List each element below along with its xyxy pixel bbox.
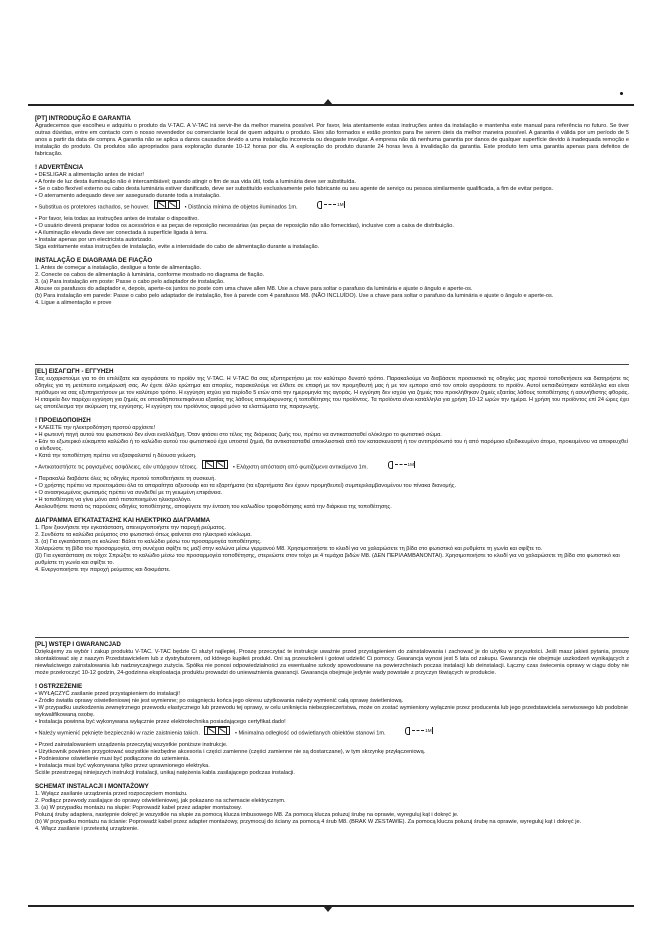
cracked-shield-symbol-icon (154, 200, 180, 209)
install-title: SCHEMAT INSTALACJI I MONTAŻOWY (35, 783, 149, 791)
distance-text: • Distância mínima de objetos iluminados 1m. (184, 204, 298, 211)
warning-item: • Η τοποθέτηση να γίνει μόνο από πιστοποιημένο ηλεκτρολόγο. (35, 497, 192, 503)
section-divider (35, 364, 629, 365)
warning-item: • WYŁĄCZYĆ zasilanie przed przystąpieniem do instalacji! (35, 690, 180, 697)
warning-item: • Źródło światła oprawy oświetleniowej nie jest wymienne; po osiągnięciu końca jego okresu użytkowania należy wymienić całą oprawę świetleniową. (35, 697, 404, 704)
symbol-line (35, 460, 629, 472)
install-title: INSTALAÇÃO E DIAGRAMA DE FIAÇÃO (35, 257, 153, 265)
symbol-line (35, 726, 629, 738)
section-divider (35, 637, 629, 638)
warning-item: • ΚΛΕΙΣΤΕ την ηλεκτροδότηση προτού αρχίσετε! (35, 424, 156, 431)
section-el (35, 364, 629, 574)
install-step: 1. Πριν ξεκινήσετε την εγκατάσταση, απενεργοποιήστε την παροχή ρεύματος. (35, 524, 226, 531)
warning-item: • Κατά την τοποθέτηση πρέπει να εξασφαλιστεί η δέουσα γείωση. (35, 453, 197, 460)
install-title: ΔΙΑΓΡΑΜΜΑ ΕΓΚΑΤΑΣΤΑΣΗΣ ΚΑΙ ΗΛΕΚΤΡΙΚΟ ΔΙΑΓΡΑΜΜΑ (35, 517, 211, 525)
install-step: Atouxe os parafusos do adaptador e, depois, aperte-os juntos no poste com uma chave allen M8. Use a chave para soltar o parafuso da luminária e ajuste o ângulo e aperte-os. (35, 285, 473, 292)
warning-item: • Ο ανασηκωμένος φωτισμός πρέπει να συνδεθεί με τη γειωμένη επιφάνεια. (35, 489, 223, 496)
warning-item: • Por favor, leia todas as instruções antes de instalar o dispositivo. (35, 215, 199, 222)
warning-title: ! ADVERTÊNCIA (35, 164, 84, 172)
warning-item: • Użytkownik powinien przygotować wszystkie niezbędne akcesoria i części zamienne (części zamienne nie są dostarczane), w tym skrzynkę przyłączeniową. (35, 748, 426, 755)
section-title: [PT] INTRODUÇÃO E GARANTIA (35, 115, 131, 122)
warning-item: Ściśle przestrzegaj niniejszych instrukcji instalacji, unikaj natężenia kabla zasilającego podczas instalacji. (35, 770, 295, 776)
section-title: [EL] ΕΙΣΑΓΩΓΗ - ΕΓΓΥΗΣΗ (35, 368, 114, 375)
warning-item: • Instalacja musi być wykonywana tylko przez uprawnionego elektryka. (35, 762, 210, 769)
install-step: 3. (α) Για εγκατάσταση σε κολώνα: Βάλτε το καλώδιο μέσω του προσαρμογέα τοποθέτησης. (35, 538, 262, 545)
install-step: (b) W przypadku montażu na ścianie: Poprowadź kabel przez adapter montażowy, przymocuj do ściany za pomocą 4 śrub M8. (BRAK W ZESTAWIE). Za pomocą klucza poluzuj śrubę na oprawie, wyreguluj kąt i dokręć je. (35, 819, 582, 826)
warning-item: Ακολουθήστε πιστά τις παρούσες οδηγίες τοποθέτησης, αποφύγετε την ένταση του καλωδίου τροφοδότησης κατά την διάρκεια της τοποθέτησης. (35, 504, 392, 511)
install-step: 4. Ενεργοποιήστε την παροχή ρεύματος και δοκιμάστε. (35, 567, 171, 574)
warning-item: • A fonte de luz desta iluminação não é intercambiável; quando atingir o fim de sua vida útil, toda a luminária deve ser substituída. (35, 178, 356, 185)
warning-item: • O aterramento adequado deve ser assegurado durante toda a instalação. (35, 192, 221, 199)
warning-title: ! ΠΡΟΕΙΔΟΠΟΙΗΣΗ (35, 417, 91, 425)
section-pl (35, 637, 629, 833)
page-mark (620, 92, 623, 95)
warning-item: • Η φωτεινή πηγή αυτού του φωτιστικού δεν είναι εναλλάξιμη. Όταν φτάσει στο τέλος της διάρκειας ζωής του, πρέπει να αντικατασταθεί ολόκληρο το φωτιστικό σώμα. (35, 431, 442, 438)
install-step: Poluzuj śruby adaptera, następnie dokręć je wszystkie na słupie za pomocą klucza imbusowego M8. Za pomocą klucza poluzuj śrubę na oprawie, wyreguluj kąt i dokręć je. (35, 811, 459, 818)
distance-value: 1M (407, 462, 414, 468)
install-step: 4. Włącz zasilanie i przetestuj urządzenie. (35, 826, 139, 833)
min-distance-symbol-icon (317, 201, 349, 209)
distance-text: • Minimalna odległość od oświetlanych obiektów stanowi 1m. (235, 730, 386, 737)
min-distance-symbol-icon (405, 727, 437, 735)
section-pt (35, 113, 629, 307)
intro-text: Agradecemos que escolheu e adquiriu o produto da V-TAC. A V-TAC irá servir-lhe da melhor maneira possível. Por favor, leia atentamente estas instruções antes da instalação e mantenha este manual para referência no futuro. Se tiver outras dúvidas, entre em contacto com o nosso revendedor ou comerciante local de quem adquiriu o produto. Eles são formados e estão prontos para lhe serem úteis da melhor maneira possível. A garantia é válida por um período de 5 anos a partir da data de compra. A garantia não se aplica a danos causados devido a uma instalação incorrecta ou desgaste invulgar. A empresa não dá nenhuma garantia por danos de qualquer superfície devido à inadequada remoção e instalação do produto. Os produtos são apropriados para exploração durante 10-12 horas por dia. A exploração do produto durante 24 horas leva à invalidação da garantia. Este produto tem uma garantia apenas para defeitos de fabricação. (35, 122, 629, 157)
cracked-shield-symbol-icon (204, 726, 230, 735)
install-step: 3. (a) Para instalação em poste: Passe o cabo pelo adaptador de instalação. (35, 278, 225, 285)
install-step: 4. Ligue a alimentação e prove (35, 300, 112, 307)
warning-item: • Przed zainstalowaniem urządzenia przeczytaj wszystkie poniższe instrukcje. (35, 741, 228, 748)
install-step: (b) Para instalação em parede: Passe o cabo pelo adaptador de instalação, fixe à parede com 4 parafusos M8. (NÃO INCLUÍDO). Use a chave para soltar o parafuso da luminária e ajuste o ângulo e aperte-os. (35, 293, 554, 300)
install-step: 3. (a) W przypadku montażu na słupie: Poprowadź kabel przez adapter montażowy. (35, 804, 242, 811)
warning-item: • Instalacja powinna być wykonywana wyłącznie przez elektrotechnika posiadającego certyfikat.dado! (35, 718, 286, 725)
install-step: 1. Antes de começar a instalação, desligue a fonte de alimentação. (35, 264, 202, 271)
install-step: (β) Για εγκατάσταση σε τοίχο: Σπρώξτε το καλώδιο μέσω του προσαρμογέα τοποθέτησης, στερεώστε στον τοίχο με 4 τεμάχια βιδών Μ8. (ΔΕΝ ΠΕΡΙΛΑΜΒΑΝΟΝΤΑΙ). Χρησιμοποιήστε το κλειδί για να χαλαρώσετε τη βίδα στο φωτιστικό και ρυθμίστε τη γωνία και σφίξτε το. (35, 553, 620, 567)
warning-item: • DESLIGAR a alimentação antes de iniciar! (35, 171, 144, 178)
symbol-line-text: • Αντικαταστήστε τις ραγισμένες ασφάλειες, εάν υπάρχουν τέτοιες. (35, 464, 198, 471)
cracked-shield-symbol-icon (202, 460, 228, 469)
warning-item: • W przypadku uszkodzenia zewnętrznego przewodu elastycznego lub przewodu tej oprawy, w celu uniknięcia niebezpieczeństwa, może on zostać wymieniony wyłącznie przez producenta lub jego przedstawiciela serwisowego lub podobnie wykwalifikowaną osobę. (35, 704, 628, 718)
warning-item: • Se o cabo flexível externo ou cabo desta luminária estiver danificado, deve ser substituído exclusivamente pelo fabricante ou seu agente de serviço ou pessoa similarmente qualificada, a fim de evitar perigos. (35, 185, 554, 192)
section-title: [PL] WSTĘP I GWARANCJAD (35, 641, 121, 648)
distance-text: • Ελάχιστη απόσταση από φωτιζόμενα αντικείμενα 1m. (232, 464, 368, 471)
install-step: 2. Συνδέστε τα καλώδια ρεύματος στο φωτιστικό όπως φαίνεται στο ηλεκτρικό κύκλωμα. (35, 531, 252, 538)
warning-title: ! OSTRZEŻENIE (35, 682, 83, 690)
install-step: Χαλαρώστε τη βίδα του προσαρμογέα, στη συνέχεια σφίξτε τις μαζί στην κολώνα μέσω γερμανού Μ8. Χρησιμοποιήστε το κλειδί για να χαλαρώσετε τη βίδα στο φωτιστικό και ρυθμίστε τη γωνία και σφίξτε το. (35, 546, 543, 553)
bottom-center-triangle (323, 906, 333, 912)
symbol-line (35, 200, 629, 212)
min-distance-symbol-icon (388, 461, 420, 469)
warning-item: • Ο χρήστης πρέπει να προετοιμάσει όλα τα απαραίτητα αξεσουάρ και τα εξαρτήματα (τα εξαρτήματα δεν έχουν προμηθευτεί) συμπεριλαμβανομένου του πίνακα διανομής. (35, 482, 457, 489)
warning-item: • Εάν το εξωτερικό εύκαμπτο καλώδιο ή το καλώδιο αυτού του φωτιστικού έχει υποστεί ζημιά, θα αντικατασταθεί αποκλειστικά από τον κατασκευαστή ή τον αντιπρόσωπό του ή από παρόμοιο εξειδικευμένο άτομο, προκειμένου να αποφευχθεί ο κίνδυνος. (35, 438, 629, 452)
symbol-line-text: • Substitua os protetores rachados, se houver. (35, 204, 150, 211)
warning-item: • O usuário deverá preparar todos os acessórios e as peças de reposição necessárias (as peças de reposição não são fornecidas), inclusive com a caixa de distribuição. (35, 222, 454, 229)
warning-item: • Παρακαλώ διαβάστε όλες τις οδηγίες προτού τοποθετήσετε τη συσκευή. (35, 475, 216, 482)
warning-item: • Instalar apenas por um electricista autorizado. (35, 236, 153, 243)
intro-text: Σας ευχαριστούμε για το ότι επιλέξατε και αγοράσατε το προϊόν της V-TAC. Η V-TAC θα σας εξυπηρετήσει με τον καλύτερο δυνατό τρόπο. Παρακαλούμε να διαβάσετε προσεκτικά τις οδηγίες μας προτού τοποθετήσετε και διατηρήστε τις οδηγίες για τη μετέπειτα ενημέρωσή σας. Αν έχετε άλλο ερώτημα και απορίες, παρακαλούμε να έλθετε σε επαφή με τον προμηθευτή μας ή με τον εμπορο από τον οποίο αγοράσατε το προϊόν. Αυτοί εκπαιδεύτηκαν κατάλληλα και είναι πρόθυμοι να σας εξυπηρετήσουν με τον καλύτερο τρόπο. Η εγγύηση ισχύει για περίοδο 5 ετών από την ημερομηνία της αγοράς. Η εγγύηση δεν ισχύει για ζημιές που προκλήθηκαν ζημιές εξαιτίας λάθους τοποθέτησης ή ασυνήθιστης φθοράς. Η εταιρεία δεν παρέχει εγγύηση για ζημιές σε οποιαδήποτεεπιφάνεια εξαιτίας της λάθους απομάκρυνσης ή τοποθέτησης του προϊόντος. Τα προϊόντα είναι κατάλληλα για χρήση 10-12 ωρών την ημέρα. Η χρήση του προϊόντος επί 24 ώρες έχει ως αποτέλεσμα την ακύρωση της εγγύησης. Η εγγύηση του προϊόντος αφορά μόνο τα ελαττώματα της παραγωγής. (35, 375, 629, 410)
symbol-line-text: • Należy wymienić pęknięte bezpieczniki w razie zaistnienia takich. (35, 730, 200, 737)
warning-item: Siga estritamente estas instruções de instalação, evite a intensidade do cabo de alimentação durante a instalação. (35, 244, 320, 250)
warning-item: • Podniesione oświetlenie musi być podłączone do uziemienia. (35, 755, 190, 762)
distance-value: 1M (425, 727, 432, 733)
install-step: 2. Conecte os cabos de alimentação à luminária, conforme mostrado no diagrama de fiação. (35, 271, 265, 278)
top-center-triangle (323, 99, 333, 105)
install-step: 2. Podłącz przewody zasilające do oprawy oświetleniowej, jak pokazano na schemacie elektrycznym. (35, 797, 286, 804)
install-step: 1. Wyłącz zasilanie urządzenia przed rozpoczęciem montażu. (35, 790, 188, 797)
warning-item: • A iluminação elevada deve ser conectada à superfície ligada à terra. (35, 229, 208, 236)
intro-text: Dziękujemy za wybór i zakup produktu V-TAC. V-TAC będzie Ci służył najlepiej. Proszę przeczytać te instrukcje uważnie przed przystąpieniem do zainstalowania i zachować je do użytku w przyszłości. Jeśli masz jakieś pytania, proszę skontaktować się z naszym Przedstawicielem lub z dystrybutorem, od którego kupiłeś produkt. Oni są przeszkoleni i gotowi udzielić Ci pomocy. Gwarancja wynosi jest 5 lata od zakupu. Gwarancja nie obejmuje uszkodzeń wynikających z niewłaściwego zainstalowania lub nadzwyczajnego zużycia. Spółka nie ponosi odpowiedzialności za ewentualne szkody spowodowane na powierzchniach poczas instalacji lub deinstalacji. Łączny czas świecenia oprawy w ciągu doby nie może przekroczyć 10-12 godzin, 24-godzinna eksploatacja produktu prowadzi do unieważnienia gwarancji. Gwarancja obejmuje jedynie wady powstałe z przyczyn tkwiących w produkcie. (35, 648, 629, 676)
distance-value: 1M (337, 201, 344, 207)
